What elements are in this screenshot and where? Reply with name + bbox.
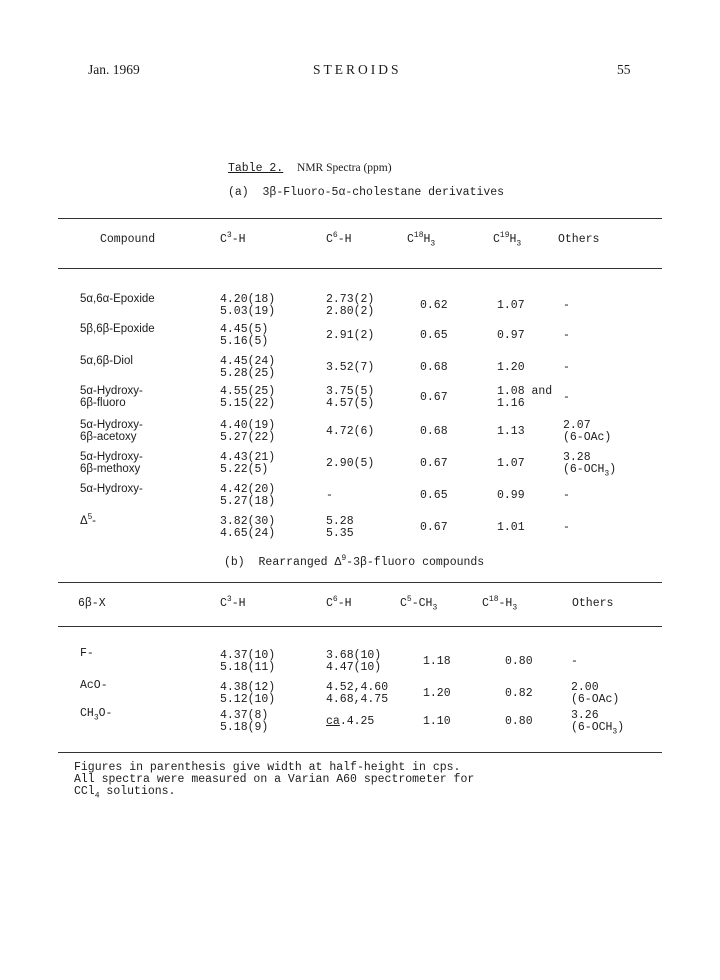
c3-h-cell: 4.45(5) 5.16(5): [220, 323, 269, 348]
column-header-b-3: $C^5-CH_3$: [400, 595, 438, 613]
c18-cell: 0.65: [420, 489, 448, 502]
compound-cell: 5β,6β-Epoxide: [80, 323, 155, 335]
c3-h-cell: 4.45(24) 5.28(25): [220, 355, 276, 380]
c18-cell: 0.67: [420, 391, 448, 404]
page-number: 55: [617, 62, 631, 77]
column-header-b-2: $C^6-H$: [326, 595, 352, 610]
c19-cell: 1.07: [497, 299, 525, 312]
table-b-header-rule: [58, 626, 662, 627]
compound-cell: $\Delta^5-$: [80, 512, 96, 527]
table-b-top-rule: [58, 582, 662, 583]
c18-cell: 0.65: [420, 329, 448, 342]
others-cell: -: [563, 391, 570, 404]
c6-h-cell: -: [326, 489, 333, 502]
compound-cell: 5α,6α-Epoxide: [80, 293, 155, 305]
c19-cell: 1.13: [497, 425, 525, 438]
column-header-b-5: Others: [572, 597, 614, 610]
footnote-line: All spectra were measured on a Varian A60 spectrometer for: [74, 773, 475, 786]
table-header-rule: [58, 268, 662, 269]
column-header-3: $C^{18}H_3$: [407, 231, 436, 249]
c5-ch3-cell: 1.10: [423, 715, 451, 728]
c6-h-b-cell: 3.68(10) 4.47(10): [326, 649, 382, 674]
c6-h-cell: 3.52(7): [326, 361, 375, 374]
others-b-cell: 2.00 (6-OAc): [571, 681, 620, 706]
c3-h-cell: 4.42(20) 5.27(18): [220, 483, 276, 508]
c3-h-cell: 4.43(21) 5.22(5): [220, 451, 276, 476]
c6-h-b-cell: 4.52,4.60 4.68,4.75: [326, 681, 389, 706]
c19-cell: 0.97: [497, 329, 525, 342]
c3-h-cell: 4.55(25) 5.15(22): [220, 385, 276, 410]
c3-h-cell: 4.20(18) 5.03(19): [220, 293, 276, 318]
c18-cell: 0.67: [420, 457, 448, 470]
column-header-b-1: $C^3-H$: [220, 595, 246, 610]
c6-h-cell: 3.75(5) 4.57(5): [326, 385, 375, 410]
c19-cell: 0.99: [497, 489, 525, 502]
c3-h-cell: 4.40(19) 5.27(22): [220, 419, 276, 444]
others-cell: -: [563, 299, 570, 312]
column-header-1: $C^3-H$: [220, 231, 246, 246]
compound-cell: 5α-Hydroxy- 6β-fluoro: [80, 385, 143, 409]
c6-h-cell: 4.72(6): [326, 425, 375, 438]
table-caption: [228, 162, 392, 175]
table-label: Table 2.: [228, 162, 284, 175]
c3-h-cell: 3.82(30) 4.65(24): [220, 515, 276, 540]
compound-b-cell: F-: [80, 647, 94, 660]
c18-h3-b-cell: 0.82: [505, 687, 533, 700]
footnote-line: CCl$_4$ solutions.: [74, 785, 176, 801]
footnote-rule: [58, 752, 662, 753]
others-cell: 2.07 (6-OAc): [563, 419, 612, 444]
others-cell: -: [563, 521, 570, 534]
c19-cell: 1.07: [497, 457, 525, 470]
others-b-cell: 3.26 $(6-OCH_3)$: [571, 709, 625, 737]
c18-h3-b-cell: 0.80: [505, 655, 533, 668]
compound-cell: 5α-Hydroxy-: [80, 483, 143, 495]
part-b-caption: (b) Rearranged $\Delta^9-3\beta$-fluoro compounds: [224, 554, 485, 569]
compound-cell: 5α-Hydroxy- 6β-methoxy: [80, 451, 143, 475]
others-b-cell: -: [571, 655, 578, 668]
c6-h-cell: 2.90(5): [326, 457, 375, 470]
c5-ch3-cell: 1.18: [423, 655, 451, 668]
others-cell: -: [563, 329, 570, 342]
compound-b-cell: AcO-: [80, 679, 108, 692]
part-b-title: Rearranged $\Delta^9-3\beta$-fluoro compounds: [258, 554, 485, 569]
table-top-rule: [58, 218, 662, 219]
c19-cell: 1.01: [497, 521, 525, 534]
others-cell: 3.28 $(6-OCH_3)$: [563, 451, 617, 479]
c19-cell: 1.08 and 1.16: [497, 385, 553, 410]
column-header-4: $C^{19}H_3$: [493, 231, 522, 249]
others-cell: -: [563, 489, 570, 502]
footnote-line: Figures in parenthesis give width at half-height in cps.: [74, 761, 461, 774]
column-header-5: Others: [558, 233, 600, 246]
c18-cell: 0.68: [420, 425, 448, 438]
part-a-title: 3β-Fluoro-5α-cholestane derivatives: [262, 186, 505, 199]
c19-cell: 1.20: [497, 361, 525, 374]
c18-cell: 0.62: [420, 299, 448, 312]
table-title: NMR Spectra (ppm): [297, 162, 392, 174]
c18-h3-b-cell: 0.80: [505, 715, 533, 728]
c3-h-b-cell: 4.37(8) 5.18(9): [220, 709, 269, 734]
column-header-0: Compound: [100, 233, 156, 246]
compound-cell: 5α-Hydroxy- 6β-acetoxy: [80, 419, 143, 443]
c6-h-b-cell: ca.4.25: [326, 715, 375, 728]
column-header-b-0: 6β-X: [78, 597, 106, 610]
compound-b-cell: $CH_3O-$: [80, 707, 113, 723]
c5-ch3-cell: 1.20: [423, 687, 451, 700]
column-header-b-4: $C^{18}-H_3$: [482, 595, 518, 613]
c18-cell: 0.67: [420, 521, 448, 534]
c18-cell: 0.68: [420, 361, 448, 374]
compound-cell: 5α,6β-Diol: [80, 355, 133, 367]
c3-h-b-cell: 4.38(12) 5.12(10): [220, 681, 276, 706]
c6-h-cell: 2.91(2): [326, 329, 375, 342]
others-cell: -: [563, 361, 570, 374]
part-a-caption: (a) 3β-Fluoro-5α-cholestane derivatives: [228, 186, 505, 199]
column-header-2: $C^6-H$: [326, 231, 352, 246]
c3-h-b-cell: 4.37(10) 5.18(11): [220, 649, 276, 674]
c6-h-cell: 2.73(2) 2.80(2): [326, 293, 375, 318]
running-header-date: Jan. 1969: [88, 62, 140, 77]
running-header-journal: STEROIDS: [313, 62, 402, 77]
c6-h-cell: 5.28 5.35: [326, 515, 354, 540]
